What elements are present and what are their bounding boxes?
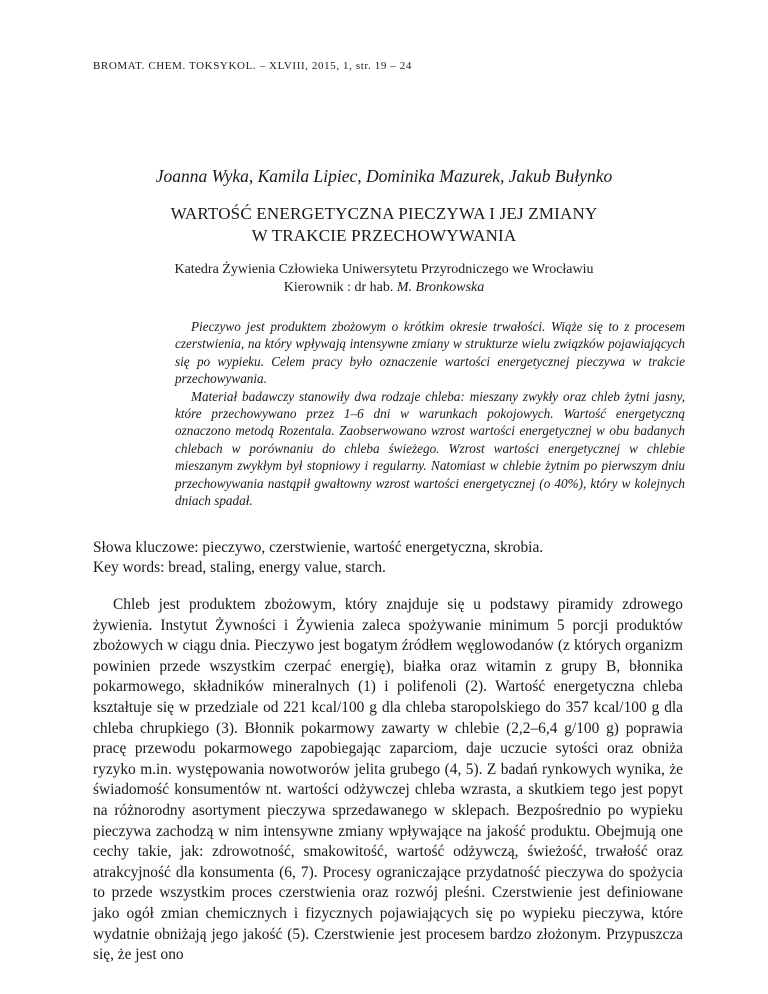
affiliation-head-name: M. Bronkowska — [396, 280, 485, 295]
body-paragraph-1: Chleb jest produktem zbożowym, który znajduje się u podstawy piramidy zdrowego żywienia. Instytut Żywności i Żywienia zaleca spożywanie minimum 5 porcji produktów zbożowych w ciągu dnia. Pieczywo jest bogatym źródłem węglowodanów (z których organizm powinien przede wszystkim czerpać energię), białka oraz witamin z grupy B, błonnika pokarmowego, składników mineralnych (1) i polifenoli (2). Wartość energetyczna chleba kształtuje się w przedziale od 221 kcal/100 g dla chleba staropolskiego do 357 kcal/100 g dla chleba chrupkiego (3). Błonnik pokarmowy zawarty w chlebie (2,2–6,4 g/100 g) poprawia pracę przewodu pokarmowego zapobiegając zaparciom, daje uczucie sytości oraz obniża ryzyko m.in. występowania nowotworów jelita grubego (4, 5). Z badań rynkowych wynika, że świadomość konsumentów nt. wartości odżywczej chleba wzrasta, a skutkiem tego jest popyt na różnorodny asortyment pieczywa sprzedawanego w sklepach. Bezpośrednio po wypieku pieczywa zachodzą w nim intensywne zmiany wpływające na jakość produktu. Obejmują one cechy takie, jak: zdrowotność, smakowitość, wartość odżywczą, świeżość, trwałość oraz atrakcyjność dla konsumenta (6, 7). Procesy ograniczające przydatność pieczywa do spożycia to przede wszystkim proces czerstwienia oraz rozwój pleśni. Czerstwienie jest definiowane jako ogół zmian chemicznych i fizycznych pojawiających się po wypieku pieczywa, które wydatnie obniżają jego jakość (5). Czerstwienie jest procesem bardzo złożonym. Przypuszcza się, że jest ono — [93, 596, 683, 964]
abstract-paragraph-2: Materiał badawczy stanowiły dwa rodzaje chleba: mieszany zwykły oraz chleb żytni jasny, które przechowywano przez 1–6 dni w warunkach pokojowych. Wartość energetyczną oznaczono metodą Rozentala. Zaobserwowano wzrost wartości energetycznej w obu badanych chlebach w porównaniu do chleba świeżego. Wzrost wartości energetycznej w chlebie mieszanym zwykłym był stopniowy i regularny. Natomiast w chlebie żytnim po pierwszym dniu przechowywania nastąpił gwałtowny wzrost wartości energetycznej (o 40%), który w kolejnych dniach spadał. — [175, 388, 685, 509]
affiliation-institution: Katedra Żywienia Człowieka Uniwersytetu Przyrodniczego we Wrocławiu — [174, 262, 594, 277]
article-authors: Joanna Wyka, Kamila Lipiec, Dominika Mazurek, Jakub Bułynko — [155, 166, 613, 186]
affiliation-head-label: Kierownik : dr hab. — [283, 280, 394, 295]
keywords-polish: Słowa kluczowe: pieczywo, czerstwienie, wartość energetyczna, skrobia. — [93, 539, 544, 556]
abstract-paragraph-1: Pieczywo jest produktem zbożowym o krótkim okresie trwałości. Wiąże się to z procesem czerstwienia, na który wpływają intensywne zmiany w strukturze wielu związków pojawiających się po wypieku. Celem pracy było oznaczenie wartości energetycznej pieczywa w trakcie przechowywania. — [175, 319, 685, 387]
keywords-english: Key words: bread, staling, energy value, starch. — [93, 559, 386, 576]
abstract — [175, 318, 685, 509]
keywords-block — [93, 538, 693, 578]
article-title-line-2: W TRAKCIE PRZECHOWYWANIA — [251, 226, 517, 245]
affiliation-head — [0, 279, 768, 297]
article-title-line-1: WARTOŚĆ ENERGETYCZNA PIECZYWA I JEJ ZMIANY — [170, 204, 598, 223]
affiliation-block — [0, 261, 768, 297]
article-body — [93, 595, 683, 966]
journal-citation-header: BROMAT. CHEM. TOKSYKOL. – XLVIII, 2015, 1, str. 19 – 24 — [93, 60, 412, 72]
article-title — [0, 203, 768, 247]
